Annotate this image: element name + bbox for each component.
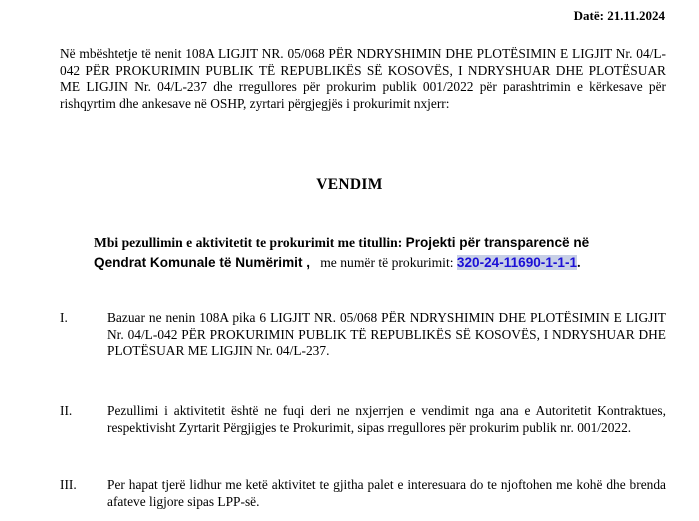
intro-paragraph: Në mbështetje të nenit 108A LIGJIT NR. 05/068 PËR NDRYSHIMIN DHE PLOTËSIMIN E LIGJIT Nr. 04/L-042 PËR PROKURIMIN PUBLIK TË REPUBLIKËS SË KOSOVËS, I NDRYSHUAR DHE PLOTËSUAR ME LIGJIN Nr. 04/L-237 dhe rregullores për prokurim publik 001/2022 për parashtrimin e kërkesave për rishqyrtim dhe ankesave në OSHP, zyrtari përgjegjës i prokurimit nxjerr:	[60, 46, 666, 111]
document-date: Datë: 21.11.2024	[573, 8, 665, 23]
decision-title: VENDIM	[316, 176, 383, 193]
project-title-line1: Projekti për transparencë në	[405, 235, 590, 250]
project-title-line2: Qendrat Komunale të Numërimit ,	[94, 255, 311, 270]
decision-subject	[94, 233, 666, 273]
procurement-number[interactable]: 320-24-11690-1-1-1	[456, 255, 578, 270]
item-numeral: I.	[60, 310, 68, 325]
item-numeral: II.	[60, 403, 73, 418]
item-numeral: III.	[60, 477, 77, 492]
subject-end: .	[577, 255, 581, 270]
item-text: Pezullimi i aktivitetit është ne fuqi deri ne nxjerrjen e vendimit nga ana e Autoritetit Kontraktues, respektivisht Zyrtarit Përgjigjes te Prokurimit, sipas rregullores për prokurim publik nr. 001/2022.	[107, 403, 666, 435]
subject-lead: Mbi pezullimin e aktivitetit te prokurimit me titullin:	[94, 235, 403, 250]
procurement-number-label: me numër të prokurimit:	[320, 255, 454, 270]
item-text: Bazuar ne nenin 108A pika 6 LIGJIT NR. 05/068 PËR NDRYSHIMIN DHE PLOTËSIMIN E LIGJIT Nr. 04/L-042 PËR PROKURIMIN PUBLIK TË REPUBLIKËS SË KOSOVËS, I NDRYSHUAR DHE PLOTËSUAR ME LIGJIN Nr. 04/L-237.	[107, 310, 666, 358]
item-text: Per hapat tjerë lidhur me ketë aktivitet te gjitha palet e interesuara do te njoftohen me kohë dhe brenda afateve ligjore sipas LPP-së.	[107, 477, 666, 509]
